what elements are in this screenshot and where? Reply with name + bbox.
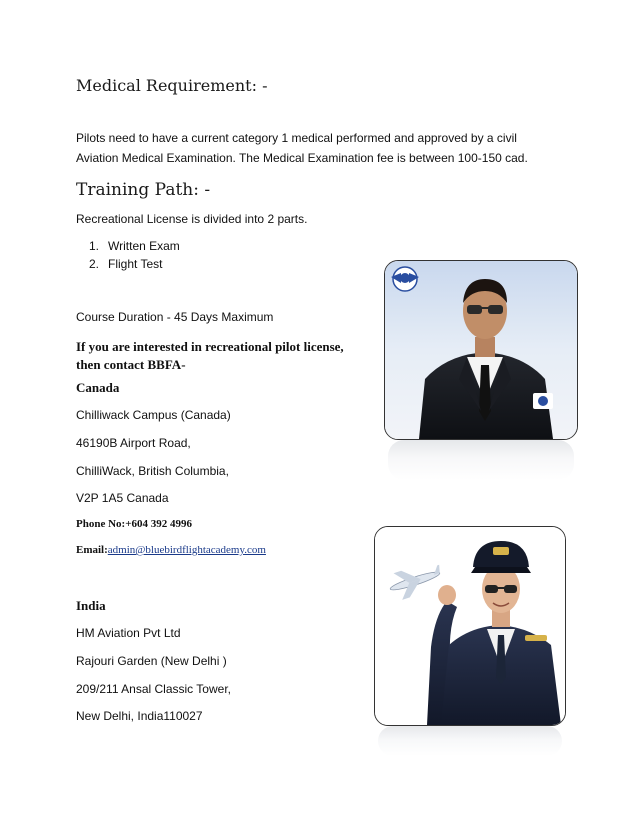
shoulder-badge-icon <box>533 393 553 409</box>
india-address-line: New Delhi, India110027 <box>76 709 203 723</box>
india-address-line: Rajouri Garden (New Delhi ) <box>76 654 227 668</box>
email-link[interactable]: admin@bluebirdflightacademy.com <box>107 544 266 556</box>
pilot-photo-canada <box>384 260 578 440</box>
canada-address-line: V2P 1A5 Canada <box>76 491 169 505</box>
canada-email <box>76 544 266 556</box>
canada-heading: Canada <box>76 380 120 395</box>
list-item-number: 2. <box>89 257 100 271</box>
canada-address-line: 46190B Airport Road, <box>76 436 191 450</box>
canada-address-line: ChilliWack, British Columbia, <box>76 464 229 478</box>
contact-callout <box>76 338 344 374</box>
canada-address-line: Chilliwack Campus (Canada) <box>76 408 231 422</box>
pilot-photo-india <box>374 526 566 726</box>
india-heading: India <box>76 598 106 613</box>
training-intro: Recreational License is divided into 2 parts. <box>76 212 308 226</box>
training-steps-list <box>76 237 180 273</box>
training-heading: Training Path: - <box>76 180 211 200</box>
list-item <box>76 255 180 273</box>
canada-phone: Phone No:+604 392 4996 <box>76 518 192 530</box>
list-item <box>76 237 180 255</box>
email-label: Email: <box>76 544 108 556</box>
india-address-line: 209/211 Ansal Classic Tower, <box>76 682 231 696</box>
medical-paragraph-line: Aviation Medical Examination. The Medical Examination fee is between 100-150 cad. <box>76 151 528 165</box>
medical-paragraph <box>76 128 528 168</box>
photo-reflection <box>378 726 562 756</box>
pilot-with-plane-illustration <box>375 527 565 725</box>
photo-reflection <box>388 440 574 480</box>
contact-callout-line: If you are interested in recreational pilot license, <box>76 339 344 354</box>
list-item-number: 1. <box>89 239 100 253</box>
course-duration: Course Duration - 45 Days Maximum <box>76 310 274 324</box>
contact-callout-line: then contact BBFA- <box>76 357 186 372</box>
medical-heading: Medical Requirement: - <box>76 76 268 95</box>
list-item-text: Written Exam <box>108 239 180 253</box>
medical-paragraph-line: Pilots need to have a current category 1 medical performed and approved by a civil <box>76 131 517 145</box>
india-address-line: HM Aviation Pvt Ltd <box>76 626 181 640</box>
list-item-text: Flight Test <box>108 257 163 271</box>
pilot-illustration <box>385 261 577 439</box>
